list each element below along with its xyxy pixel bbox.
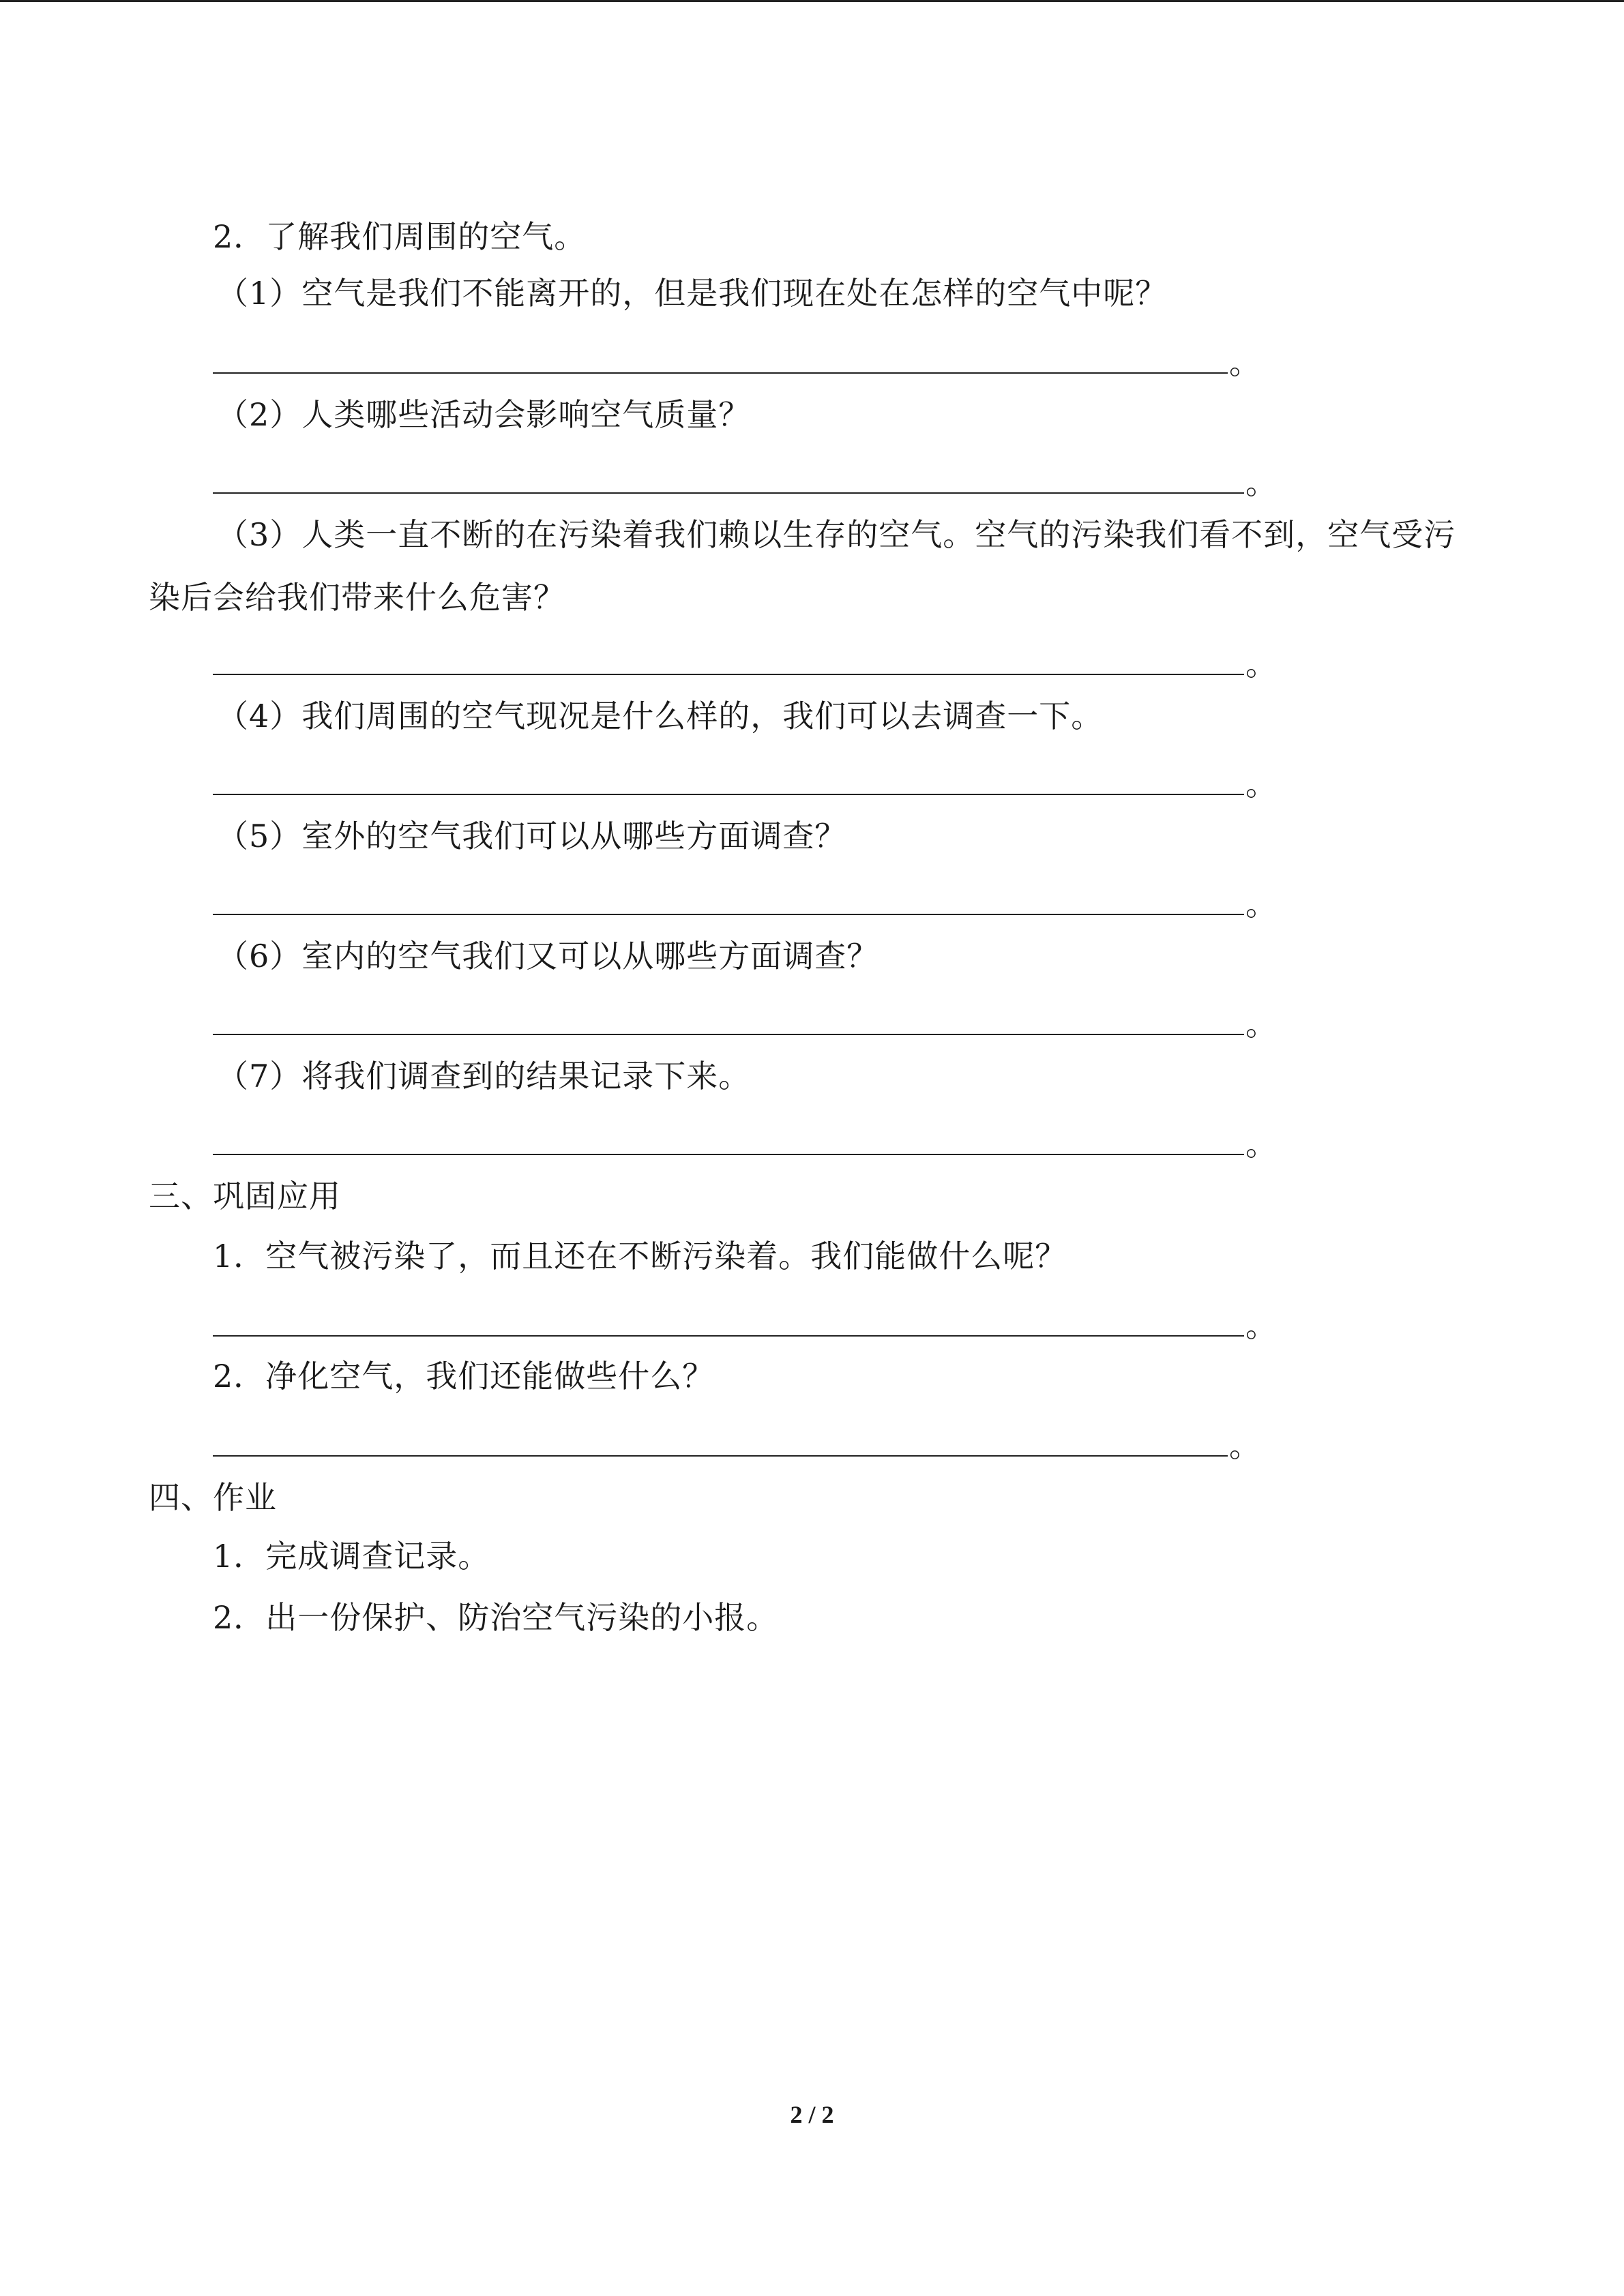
question-3-line-2: 染后会给我们带来什么危害？ <box>149 579 565 616</box>
answer-line <box>213 372 1228 374</box>
answer-period: 。 <box>1245 646 1277 683</box>
answer-period: 。 <box>1245 464 1277 501</box>
question-3-line-1: （3）人类一直不断的在污染着我们赖以生存的空气。空气的污染我们看不到，空气受污 <box>217 516 1456 553</box>
page-top-border <box>0 0 1624 2</box>
answer-line <box>213 1154 1244 1155</box>
question-4: （4）我们周围的空气现况是什么样的，我们可以去调查一下。 <box>217 698 1104 734</box>
answer-blank-6[interactable] <box>213 1002 1277 1045</box>
section-3-item-1: 1．空气被污染了，而且还在不断污染着。我们能做什么呢？ <box>213 1238 1067 1274</box>
question-1: （1）空气是我们不能离开的，但是我们现在处在怎样的空气中呢？ <box>217 275 1168 312</box>
answer-blank-1[interactable] <box>213 341 1260 383</box>
question-7: （7）将我们调查到的结果记录下来。 <box>217 1058 751 1094</box>
answer-blank-7[interactable] <box>213 1122 1277 1165</box>
answer-period: 。 <box>1245 886 1277 923</box>
item-heading: 2．了解我们周围的空气。 <box>213 218 587 255</box>
section-4-item-1: 1．完成调查记录。 <box>213 1538 490 1575</box>
section-3-heading: 三、巩固应用 <box>149 1178 341 1214</box>
answer-period: 。 <box>1229 344 1260 381</box>
question-6: （6）室内的空气我们又可以从哪些方面调查？ <box>217 938 879 974</box>
answer-line <box>213 1455 1228 1457</box>
answer-blank-4[interactable] <box>213 762 1277 805</box>
answer-blank-9[interactable] <box>213 1424 1260 1466</box>
question-5: （5）室外的空气我们可以从哪些方面调查？ <box>217 818 847 854</box>
section-3-item-2: 2．净化空气，我们还能做些什么？ <box>213 1358 715 1395</box>
answer-blank-3[interactable] <box>213 642 1277 685</box>
answer-line <box>213 492 1244 494</box>
answer-blank-2[interactable] <box>213 461 1277 503</box>
answer-period: 。 <box>1229 1427 1260 1464</box>
answer-period: 。 <box>1245 766 1277 803</box>
answer-line <box>213 914 1244 915</box>
answer-line <box>213 1034 1244 1035</box>
section-4-item-2: 2．出一份保护、防治空气污染的小报。 <box>213 1599 779 1636</box>
answer-period: 。 <box>1245 1126 1277 1163</box>
answer-blank-5[interactable] <box>213 882 1277 925</box>
answer-blank-8[interactable] <box>213 1304 1277 1346</box>
question-2: （2）人类哪些活动会影响空气质量？ <box>217 396 751 433</box>
answer-line <box>213 1335 1244 1337</box>
answer-line <box>213 794 1244 795</box>
section-4-heading: 四、作业 <box>149 1479 277 1516</box>
answer-period: 。 <box>1245 1006 1277 1043</box>
answer-period: 。 <box>1245 1307 1277 1344</box>
answer-line <box>213 674 1244 675</box>
page-number: 2 / 2 <box>790 2101 834 2128</box>
